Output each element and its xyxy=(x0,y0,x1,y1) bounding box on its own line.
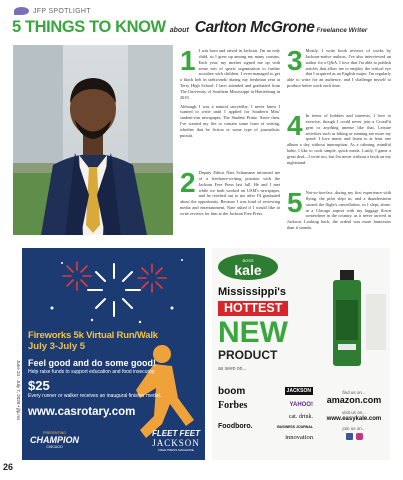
kale-links xyxy=(322,390,386,440)
champion-logo xyxy=(30,431,79,449)
kale-bottle-icon xyxy=(330,270,364,368)
page-headline xyxy=(12,18,397,40)
headline-title: 5 THINGS TO KNOW xyxy=(12,18,166,36)
champion-sub: CHICAGO xyxy=(46,445,63,449)
item-paragraph: In terms of hobbies and interests, I love to exercise, though I could never join a CrossFit gym or anything intense like that. Leisure activities such as hiking or running are more my speed. I love music and listen to at least one album a day without interruption. As a calming, mindful habit, I like to cook simple, quick meals. Lastly, I game a great deal—I write too, but I'm never without a book on my nightstand. xyxy=(287,113,391,165)
forbes-logo: Forbes xyxy=(218,399,248,411)
logo-boss: BOSS xyxy=(242,257,254,263)
nutrition-badge xyxy=(366,294,386,350)
section-label xyxy=(14,7,91,15)
item-number: 2 xyxy=(180,167,196,198)
ad-event-dates: July 3-July 5 xyxy=(28,341,86,352)
item-2 xyxy=(180,167,280,220)
jackson-logo: JACKSON xyxy=(286,388,311,394)
headline-role: Freelance Writer xyxy=(316,27,368,34)
facebook-icon[interactable] xyxy=(346,433,353,440)
kale-headline xyxy=(218,286,328,373)
speech-bubble-icon xyxy=(14,7,29,15)
amazon-link[interactable]: amazon.com xyxy=(326,395,382,405)
visit-us-label: visit us on... xyxy=(342,410,366,415)
item-paragraph: Deputy Editor Nate Schumann informed me of a freelance-writing position with the Jackson Free Press last fall. He and I met while we both worked on USM's newspaper, and he reached out to me after I'd graduated about the opportunity. Because I was fond of reviewing media and entertainment, Nate asked if I would like to write reviews for him at the Jackson Free Press. xyxy=(180,170,280,216)
kale-product: PRODUCT xyxy=(218,348,278,362)
item-number: 4 xyxy=(287,110,303,141)
item-3 xyxy=(287,45,391,92)
foodboro-logo: Foodboro. xyxy=(218,423,253,430)
ad-price: $25 xyxy=(28,378,50,393)
ad-copy xyxy=(22,330,205,419)
item-5 xyxy=(287,187,391,234)
ad-event-title: Fireworks 5k Virtual Run/Walk xyxy=(28,330,158,341)
jackson-name: JACKSON xyxy=(152,437,200,448)
boss-kale-logo xyxy=(218,254,278,280)
folio-sidebar xyxy=(3,360,23,470)
find-us-label: find us on... xyxy=(342,390,366,395)
item-1 xyxy=(180,45,280,142)
sponsor-row xyxy=(30,426,200,454)
fleet-feet-logo xyxy=(152,429,200,452)
kale-as-seen: as seen on... xyxy=(218,366,247,372)
champion-presenting: PRESENTING xyxy=(43,431,66,435)
issue-date: June 24 - July 7, 2020 • jfp.ms xyxy=(16,360,21,421)
page-number: 26 xyxy=(3,462,14,472)
item-number: 1 xyxy=(180,45,196,76)
fleet-feet-name: FLEET FEET xyxy=(152,428,200,438)
ad-subline: Help raise funds to support education and food insecurity. xyxy=(28,369,156,375)
headline-name: Carlton McGrone xyxy=(194,19,315,36)
instagram-icon[interactable] xyxy=(356,433,363,440)
item-4 xyxy=(287,110,391,169)
item-paragraph: Mostly, I write book reviews of works by Jackson-native authors. I've also interviewed an author for a Q&A. I love that I'm able to publish articles that allow me to employ the critical eye that I acquired as an English major. I'm regularly able to write for an audience, and I challenge myself to produce better work each time. xyxy=(287,48,391,89)
section-name: JFP SPOTLIGHT xyxy=(33,7,91,15)
eat-drink-logo: cat. drink. xyxy=(288,413,313,420)
item-paragraph: Although I was a natural storyteller, I never knew I wanted to write until I applied for Southern Miss' student-run newspaper, The Student Printz. Since then, I've wanted my life to contain some form of writing, whether that be fiction or some type of journalistic pursuit. xyxy=(180,103,280,138)
media-logos xyxy=(218,384,313,442)
champion-name: CHAMPION xyxy=(30,435,79,445)
join-us-label: join us on... xyxy=(342,426,366,431)
headline-about: about xyxy=(169,27,189,34)
business-journal-logo: BUSINESS JOURNAL xyxy=(277,424,313,429)
jackson-sub: FREE PRESS MAGAZINE xyxy=(158,447,194,452)
kale-new: NEW xyxy=(218,316,288,349)
item-number: 5 xyxy=(287,187,303,218)
kale-hottest: HOTTEST xyxy=(218,301,288,316)
boss-kale-ad[interactable] xyxy=(212,248,390,460)
social-icons xyxy=(322,433,386,440)
innovation-logo: innovation xyxy=(285,433,313,441)
ad-url-link[interactable]: www.casrotary.com xyxy=(28,406,136,418)
logo-kale: kale xyxy=(234,261,262,278)
item-paragraph: I was born and raised in Jackson. I'm an only child, so I grew up among my many cousins. Each year, my mother signed me up with some sort of sports organization to further socialize with children. I even managed to get a black belt in taekwondo during my freshman year at Terry High School. I later attended and graduated from The University of Southern Mississippi in Hattiesburg in 2019. xyxy=(180,48,280,100)
item-paragraph: Not-so-fun-fact, during my first experience with flying, the pilot slept in, and a thunderstorm caused the flight's cancellation, so I slept, alone, in a Chicago airport with my luggage flown somewhere in the country, as it never arrived in Jackson. Looking back, the ordeal was more humorous than it sounds. xyxy=(287,190,391,231)
yahoo-logo: YAHOO! xyxy=(289,402,313,408)
item-number: 3 xyxy=(287,45,303,76)
portrait-illustration xyxy=(13,45,173,235)
boom-logo: boom xyxy=(218,385,246,397)
kale-state: Mississippi's xyxy=(218,286,287,298)
ad-tagline: Feel good and do some good! xyxy=(28,358,156,368)
ad-note: Every runner or walker receives an inaugural finisher medal. xyxy=(28,393,162,399)
easykale-link[interactable]: www.easykale.com xyxy=(326,416,382,422)
portrait-photo xyxy=(13,45,173,235)
fireworks-5k-ad[interactable] xyxy=(22,248,205,460)
